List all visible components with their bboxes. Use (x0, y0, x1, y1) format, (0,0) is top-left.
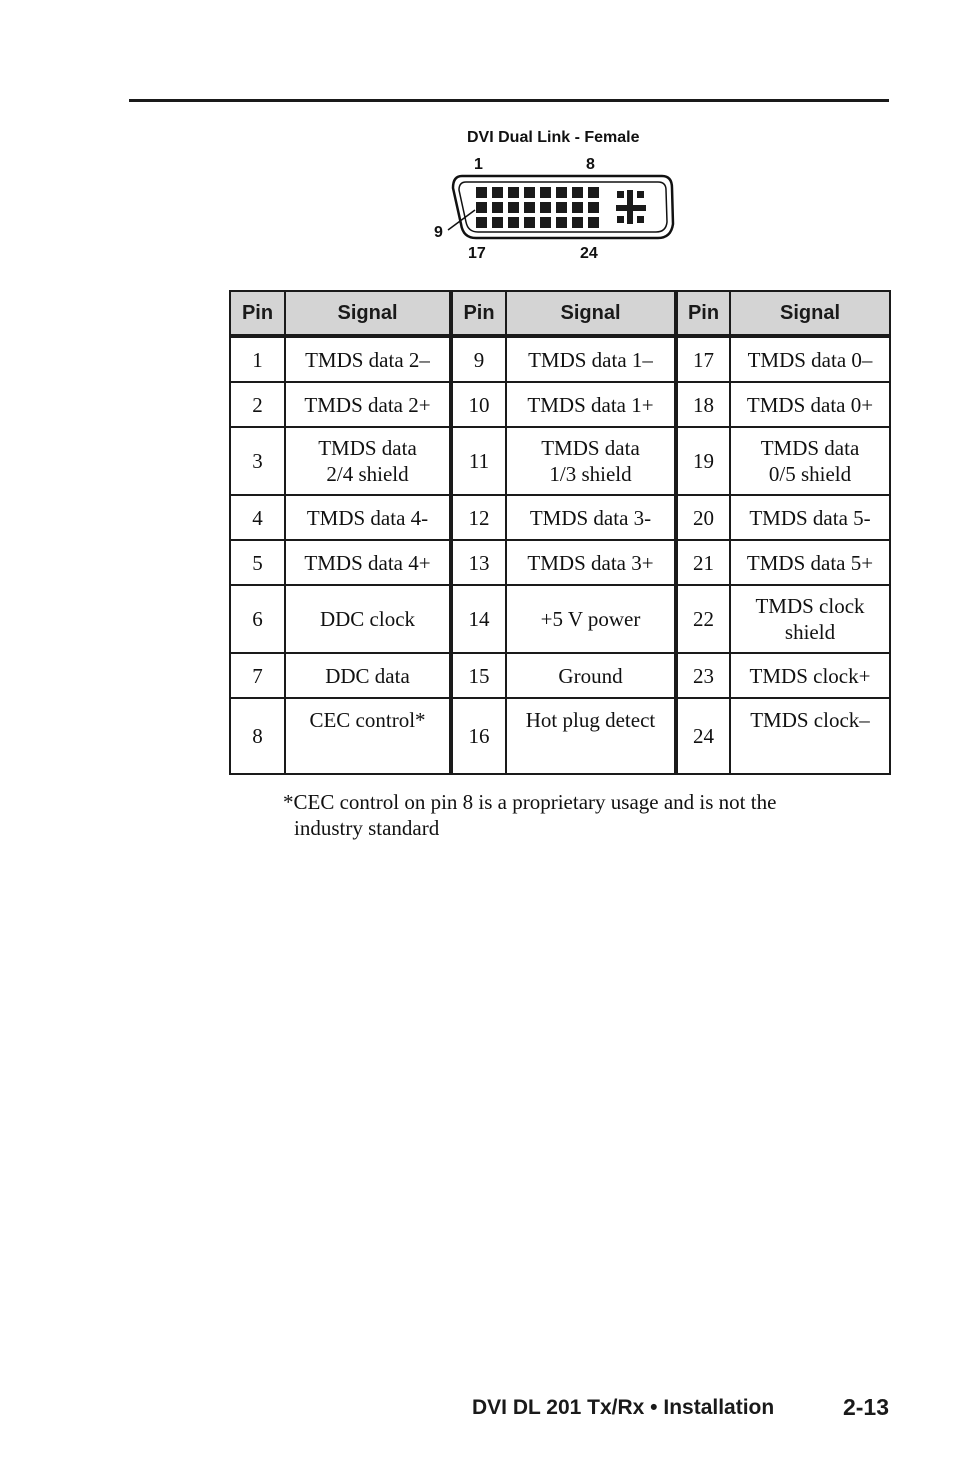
signal-cell: Ground (506, 653, 676, 698)
pin-contact (508, 217, 519, 228)
pin-cell: 16 (451, 698, 506, 774)
table-row (230, 540, 890, 585)
pin-cell: 19 (676, 427, 730, 495)
footer-title: DVI DL 201 Tx/Rx • Installation (472, 1396, 775, 1419)
table-row (230, 336, 890, 382)
pin-cell: 23 (676, 653, 730, 698)
dvi-connector-diagram (420, 128, 700, 268)
pin-contact (476, 187, 487, 198)
signal-cell: TMDS data 5+ (730, 540, 890, 585)
page-number: 2-13 (842, 1394, 889, 1420)
signal-cell (730, 427, 890, 495)
pin-cell: 13 (451, 540, 506, 585)
top-rule (129, 99, 889, 102)
signal-cell: +5 V power (506, 585, 676, 653)
pin-cell: 22 (676, 585, 730, 653)
pin-cell: 15 (451, 653, 506, 698)
signal-line: 1/3 shield (549, 462, 632, 486)
pin-contact (524, 202, 535, 213)
signal-cell: TMDS data 5- (730, 495, 890, 540)
pin-assignment-table (229, 290, 891, 775)
signal-cell: CEC control* (285, 698, 451, 774)
pin-label-17: 17 (468, 245, 486, 262)
signal-cell: TMDS data 4+ (285, 540, 451, 585)
signal-line: shield (784, 620, 836, 644)
pin-cell: 12 (451, 495, 506, 540)
table-header-row (230, 291, 890, 336)
footnote-line: industry standard (294, 816, 440, 840)
footnote-line: *CEC control on pin 8 is a proprietary usage and is not the (283, 790, 777, 814)
pin-contact (556, 202, 567, 213)
pin-cell: 2 (230, 382, 285, 427)
pin-contact (508, 187, 519, 198)
signal-cell: TMDS clock– (730, 698, 890, 774)
signal-line: TMDS data (760, 436, 860, 460)
signal-cell: TMDS data 0– (730, 336, 890, 382)
pin-cell: 18 (676, 382, 730, 427)
signal-cell: TMDS clock+ (730, 653, 890, 698)
pin-contact (524, 187, 535, 198)
signal-cell (285, 427, 451, 495)
signal-cell: TMDS data 1– (506, 336, 676, 382)
signal-cell: TMDS data 0+ (730, 382, 890, 427)
pin-cell: 9 (451, 336, 506, 382)
pin-contact (492, 187, 503, 198)
pin-contact (492, 202, 503, 213)
table-row (230, 585, 890, 653)
signal-line: TMDS clock (755, 594, 865, 618)
table-row (230, 382, 890, 427)
signal-cell: TMDS data 1+ (506, 382, 676, 427)
signal-line: TMDS data (541, 436, 640, 460)
header-signal: Signal (730, 291, 890, 336)
header-signal: Signal (285, 291, 451, 336)
pin-cell: 3 (230, 427, 285, 495)
pin-contact (556, 217, 567, 228)
pin-contact (540, 202, 551, 213)
connector-outline-icon (420, 128, 700, 268)
pin-label-9: 9 (434, 224, 443, 241)
signal-cell: TMDS data 3+ (506, 540, 676, 585)
header-pin: Pin (230, 291, 285, 336)
pin-contact (556, 187, 567, 198)
pin-cell: 5 (230, 540, 285, 585)
signal-cell: TMDS data 2+ (285, 382, 451, 427)
pin-contact (588, 202, 599, 213)
pin-cell: 4 (230, 495, 285, 540)
pin-cell: 8 (230, 698, 285, 774)
pin-contact (540, 217, 551, 228)
pin-cell: 1 (230, 336, 285, 382)
pin-label-1: 1 (474, 156, 483, 173)
pin-label-24: 24 (580, 245, 598, 262)
table-row (230, 495, 890, 540)
pin-contact (572, 202, 583, 213)
table-row (230, 653, 890, 698)
pin-cell: 6 (230, 585, 285, 653)
pin-cell: 14 (451, 585, 506, 653)
header-signal: Signal (506, 291, 676, 336)
page-footer (472, 1394, 889, 1426)
pin-contact (572, 217, 583, 228)
table-row (230, 698, 890, 774)
pin-contact (476, 217, 487, 228)
signal-cell: TMDS data 2– (285, 336, 451, 382)
signal-cell (506, 427, 676, 495)
signal-cell (730, 585, 890, 653)
pin-contact (476, 202, 487, 213)
signal-cell: DDC clock (285, 585, 451, 653)
signal-line: 2/4 shield (326, 462, 409, 486)
pin-contact (588, 217, 599, 228)
diagram-title: DVI Dual Link - Female (467, 129, 640, 146)
signal-cell: TMDS data 3- (506, 495, 676, 540)
signal-line: 0/5 shield (768, 462, 852, 486)
pin-cell: 17 (676, 336, 730, 382)
pin-cell: 10 (451, 382, 506, 427)
pin-contact (524, 217, 535, 228)
header-pin: Pin (451, 291, 506, 336)
signal-cell: Hot plug detect (506, 698, 676, 774)
table-row (230, 427, 890, 495)
pin-contact (572, 187, 583, 198)
signal-cell: TMDS data 4- (285, 495, 451, 540)
pin-label-8: 8 (586, 156, 595, 173)
signal-cell: DDC data (285, 653, 451, 698)
pin-contact (540, 187, 551, 198)
pin-cell: 11 (451, 427, 506, 495)
pin-cell: 20 (676, 495, 730, 540)
pin-contact (588, 187, 599, 198)
signal-line: TMDS data (318, 436, 417, 460)
header-pin: Pin (676, 291, 730, 336)
pin-cell: 21 (676, 540, 730, 585)
footnote (283, 789, 883, 841)
pin-contact (508, 202, 519, 213)
pin-cell: 7 (230, 653, 285, 698)
pin-contact (492, 217, 503, 228)
pin-cell: 24 (676, 698, 730, 774)
